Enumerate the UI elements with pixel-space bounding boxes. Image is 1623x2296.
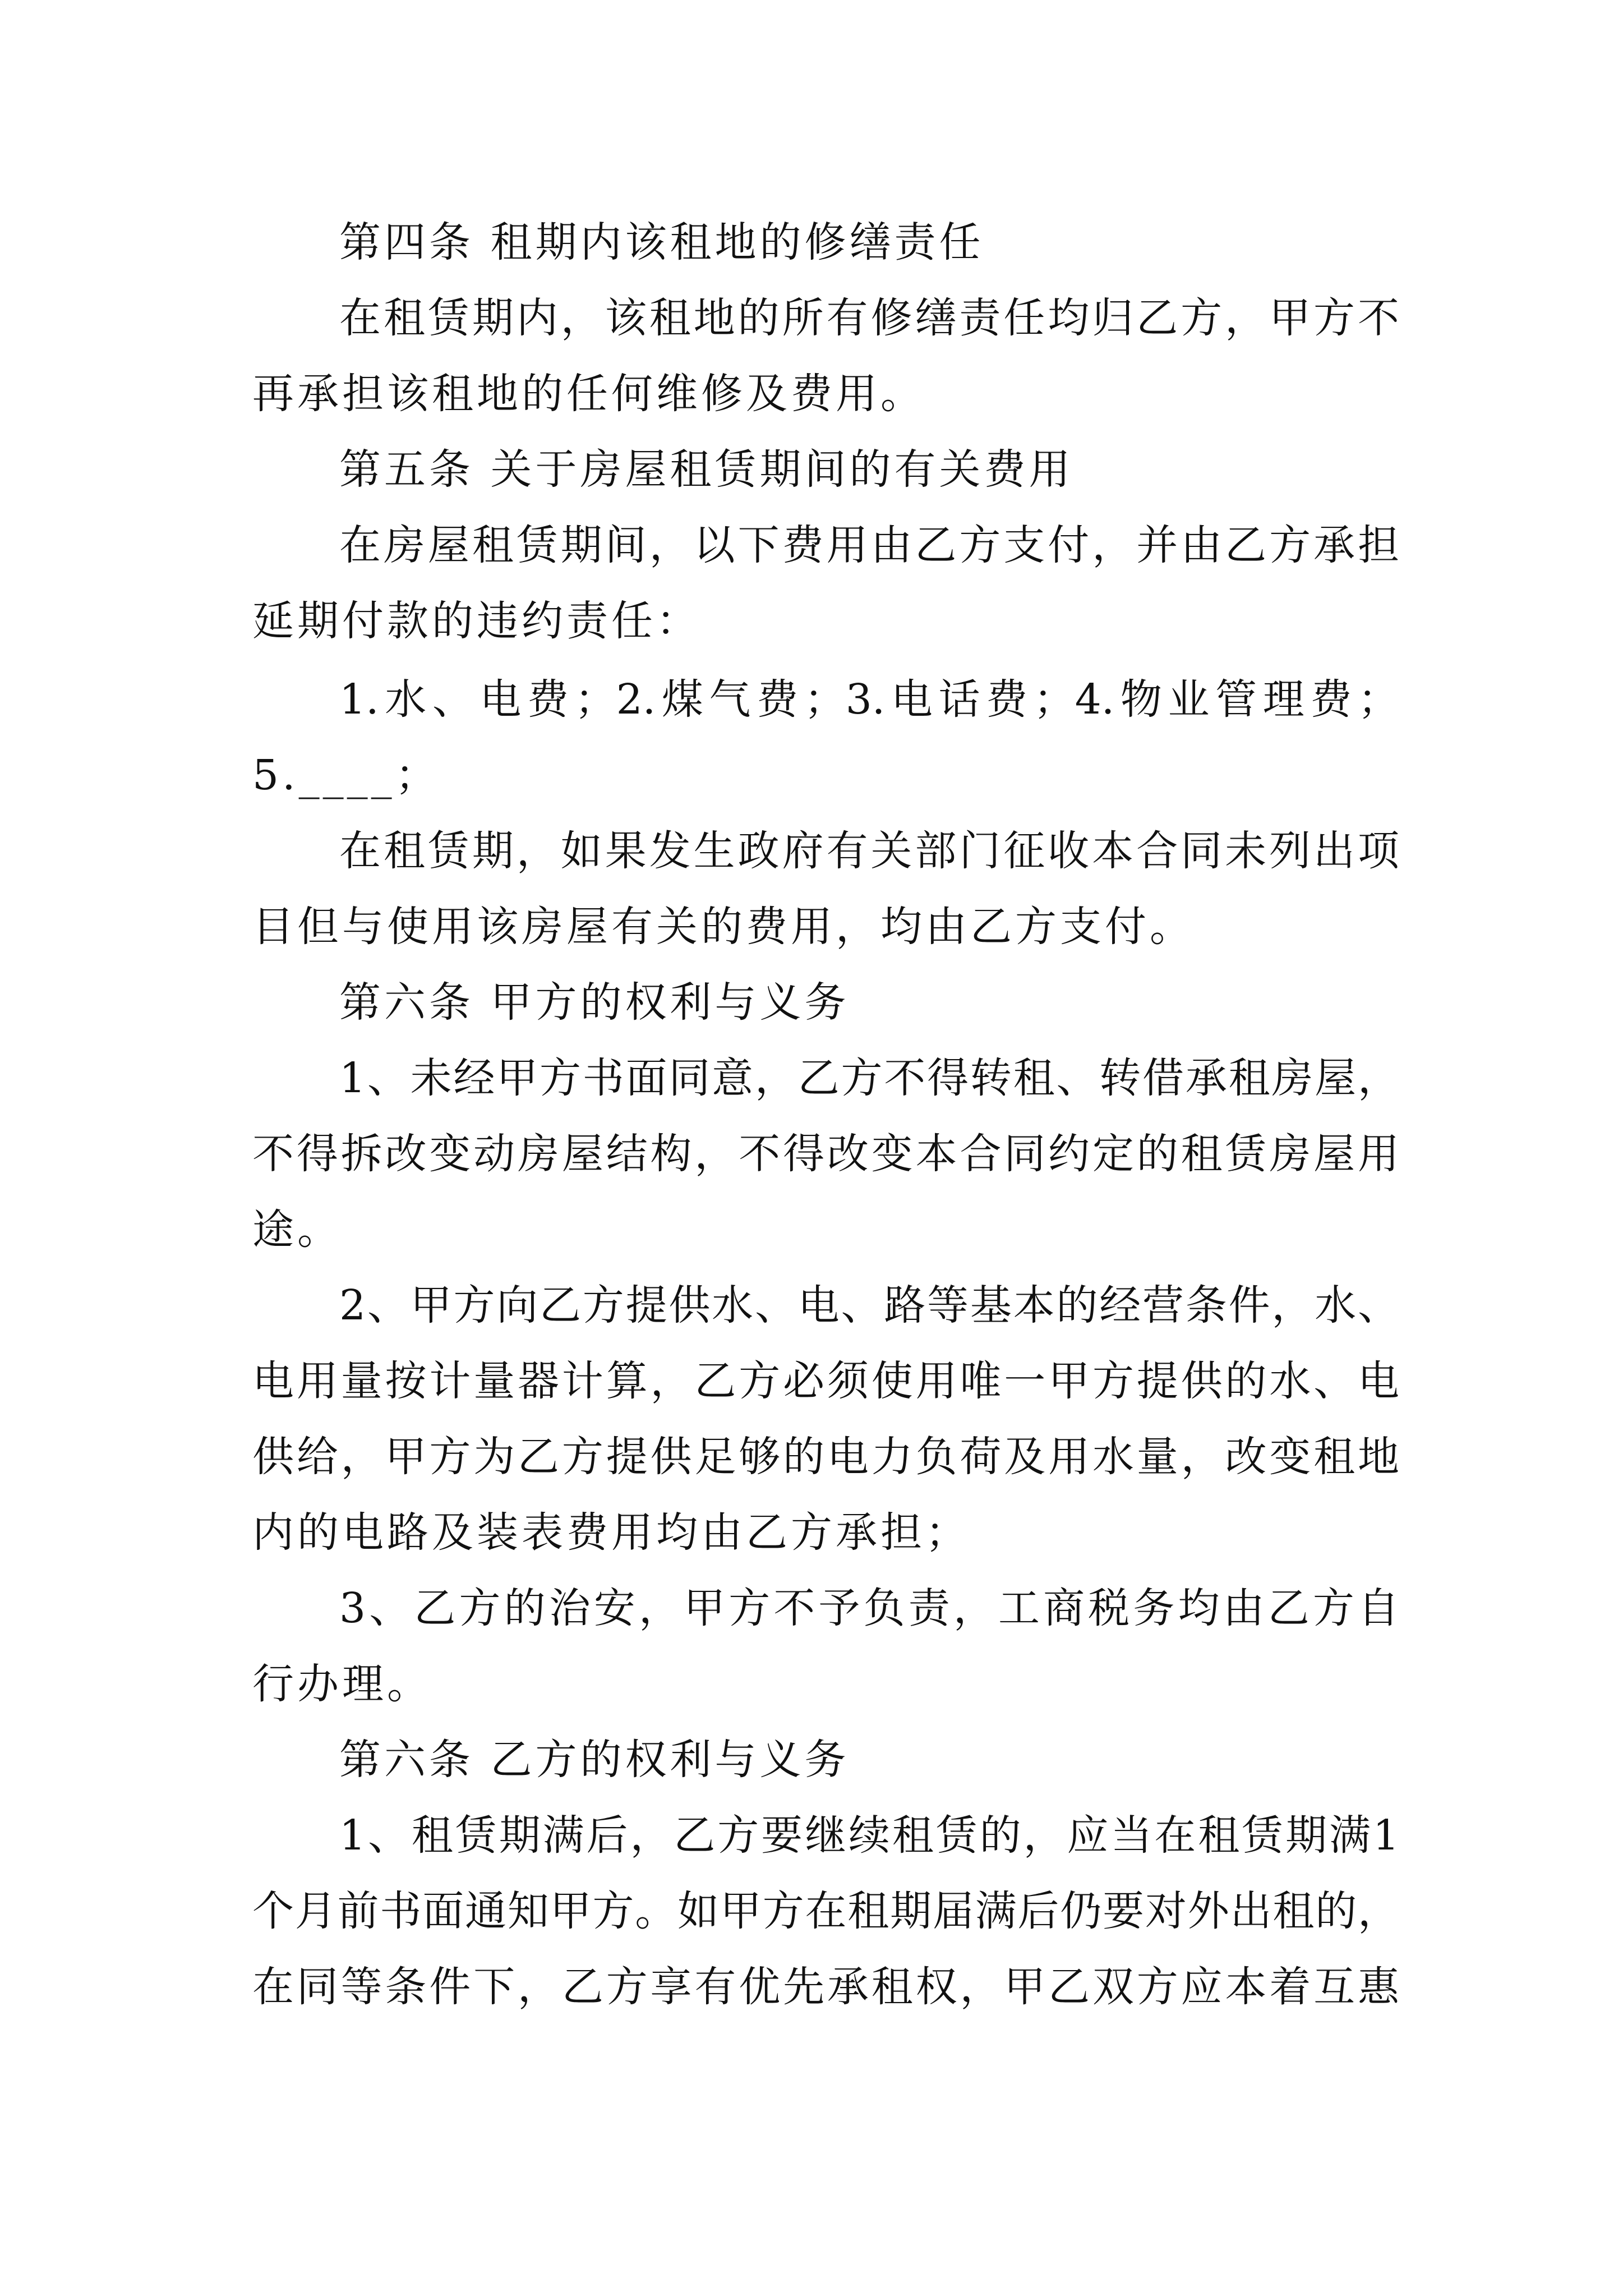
paragraph-line: 1、租赁期满后，乙方要继续租赁的，应当在租赁期满1: [339, 1811, 1399, 1860]
paragraph-line: 行办理。: [252, 1660, 432, 1708]
paragraph-line: 2、甲方向乙方提供水、电、路等基本的经营条件，水、: [339, 1281, 1399, 1329]
fee-list-line: 5.____；: [252, 751, 440, 799]
paragraph-line: 不得拆改变动房屋结构，不得改变本合同约定的租赁房屋用: [252, 1130, 1399, 1178]
paragraph-line: 供给，甲方为乙方提供足够的电力负荷及用水量，改变租地: [252, 1433, 1399, 1481]
paragraph-line: 1、未经甲方书面同意，乙方不得转租、转借承租房屋，: [339, 1054, 1399, 1102]
article-4-heading: 第四条 租期内该租地的修缮责任: [339, 218, 984, 266]
paragraph-line: 在租赁期，如果发生政府有关部门征收本合同未列出项: [339, 827, 1399, 875]
paragraph-line: 在租赁期内，该租地的所有修缮责任均归乙方，甲方不: [339, 294, 1399, 342]
paragraph-line: 在同等条件下，乙方享有优先承租权，甲乙双方应本着互惠: [252, 1963, 1399, 2011]
article-6-heading: 第六条 甲方的权利与义务: [339, 978, 850, 1027]
paragraph-line: 再承担该租地的任何维修及费用。: [252, 370, 925, 418]
article-6b-heading: 第六条 乙方的权利与义务: [339, 1736, 850, 1784]
paragraph-line: 3、乙方的治安，甲方不予负责，工商税务均由乙方自: [339, 1584, 1399, 1632]
paragraph-line: 个月前书面通知甲方。如甲方在租期届满后仍要对外出租的，: [252, 1887, 1399, 1935]
fee-list-line: 1.水、电费；2.煤气费；3.电话费；4.物业管理费；: [339, 675, 1399, 724]
article-5-heading: 第五条 关于房屋租赁期间的有关费用: [339, 445, 1074, 494]
paragraph-line: 目但与使用该房屋有关的费用，均由乙方支付。: [252, 903, 1195, 951]
paragraph-line: 途。: [252, 1205, 342, 1254]
paragraph-line: 电用量按计量器计算，乙方必须使用唯一甲方提供的水、电: [252, 1357, 1399, 1405]
paragraph-line: 在房屋租赁期间，以下费用由乙方支付，并由乙方承担: [339, 521, 1399, 569]
paragraph-line: 内的电路及装表费用均由乙方承担；: [252, 1508, 970, 1557]
paragraph-line: 延期付款的违约责任：: [252, 597, 701, 645]
